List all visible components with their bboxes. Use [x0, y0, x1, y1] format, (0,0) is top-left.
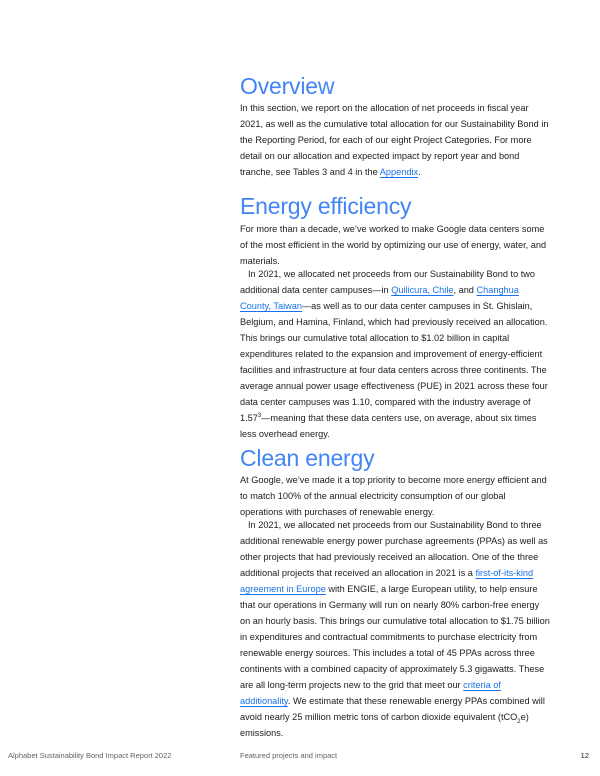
energy-efficiency-heading: Energy efficiency [240, 193, 412, 219]
clean-energy-body [240, 517, 550, 741]
ee-text-d: —meaning that these data centers use, on average, about six times less overhead energy. [240, 413, 537, 439]
ce-text-a: In 2021, we allocated net proceeds from our Sustainability Bond to three additional renewable energy power purchase agreements (PPAs) as well as other projects that had previously received an allocation. One of the three additional projects that received an allocation in 2021 is a [240, 520, 548, 578]
subscript-2: 2 [517, 718, 521, 725]
first-of-its-kind-link[interactable]: first-of-its-kind agreement in Europe [240, 568, 534, 594]
footer-report-title: Alphabet Sustainability Bond Impact Report 2022 [8, 751, 172, 760]
ce-text-d: e) emissions. [240, 712, 529, 738]
overview-heading: Overview [240, 73, 335, 99]
energy-efficiency-body [240, 266, 550, 442]
criteria-of-additionality-link[interactable]: criteria of additionality [240, 680, 501, 706]
quilicura-link[interactable]: Quilicura, Chile [391, 285, 454, 295]
clean-energy-intro: At Google, we’ve made it a top priority to become more energy efficient and to match 100% of the annual electricity consumption of our global operations with purchases of renewable energy. [240, 475, 547, 517]
page-number: 12 [580, 751, 589, 760]
ee-text-b: , and [453, 285, 477, 295]
ce-text-c: . We estimate that these renewable energy PPAs combined will avoid nearly 25 million metric tons of carbon dioxide equivalent (tCO [240, 696, 545, 722]
ce-text-b: with ENGIE, a large European utility, to help ensure that our operations in Germany will run on nearly 80% carbon-free energy on an hourly basis. This brings our cumulative total allocation to $1.75 billion in expenditures and contractual commitments to purchase electricity from renewable energy sources. This includes a total of 45 PPAs across three continents with a combined capacity of approximately 5.3 gigawatts. These are all long-term projects new to the grid that meet our [240, 584, 550, 690]
appendix-link[interactable]: Appendix [379, 167, 419, 177]
clean-energy-heading: Clean energy [240, 445, 375, 471]
footer-section: Featured projects and impact [240, 751, 338, 760]
overview-text: In this section, we report on the allocation of net proceeds in fiscal year 2021, as well as the cumulative total allocation for our Sustainability Bond in the Reporting Period, for each of our eight Project Categories. For more detail on our allocation and expected impact by report year and bond tranche, see Tables 3 and 4 in the [240, 103, 549, 177]
overview-text-end: . [418, 167, 421, 177]
footnote-marker: 3 [257, 412, 262, 419]
ee-text-c: —as well as to our data center campuses in St. Ghislain, Belgium, and Hamina, Finland, which had previously received an allocation. This brings our cumulative total allocation to $1.02 billion in capital expenditures related to the expansion and improvement of energy-efficient facilities and infrastructure at four data centers across three continents. The average annual power usage effectiveness (PUE) in 2021 across these four data center campuses was 1.10, compared with the industry average of 1.57 [240, 301, 548, 423]
energy-efficiency-intro: For more than a decade, we’ve worked to make Google data centers some of the most efficient in the world by optimizing our use of energy, water, and materials. [240, 224, 547, 266]
ee-text-a: In 2021, we allocated net proceeds from our Sustainability Bond to two additional data center campuses—in [240, 269, 536, 295]
overview-paragraph [240, 100, 550, 180]
changhua-link[interactable]: Changhua County, Taiwan [240, 285, 519, 311]
